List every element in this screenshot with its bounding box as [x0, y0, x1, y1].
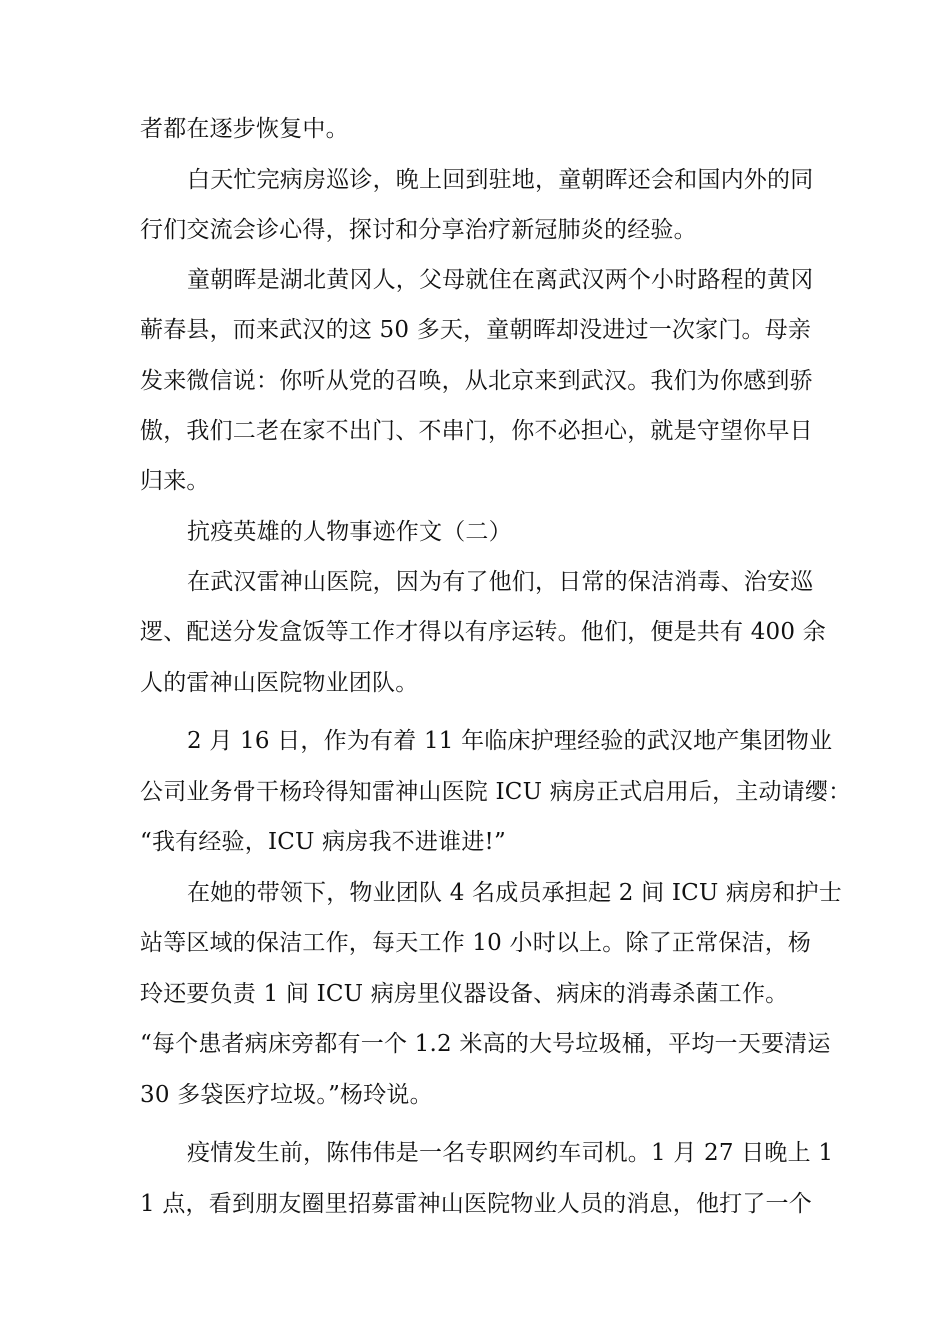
text-line: 人的雷神山医院物业团队。 — [140, 670, 419, 696]
text-line: 在她的带领下，物业团队 4 名成员承担起 2 间 ICU 病房和护士 — [187, 880, 843, 906]
text-line: 发来微信说：你听从党的召唤，从北京来到武汉。我们为你感到骄 — [140, 368, 813, 394]
text-line: 蕲春县，而来武汉的这 50 多天，童朝晖却没进过一次家门。母亲 — [140, 317, 812, 343]
text-line: 30 多袋医疗垃圾。”杨玲说。 — [140, 1082, 433, 1108]
text-line: 站等区域的保洁工作，每天工作 10 小时以上。除了正常保洁，杨 — [140, 930, 812, 956]
text-line: 童朝晖是湖北黄冈人，父母就住在离武汉两个小时路程的黄冈 — [187, 267, 814, 293]
text-line: “我有经验，ICU 病房我不进谁进!” — [140, 829, 506, 855]
text-line: 公司业务骨干杨玲得知雷神山医院 ICU 病房正式启用后，主动请缨： — [140, 779, 852, 805]
text-line: 在武汉雷神山医院，因为有了他们，日常的保洁消毒、治安巡 — [187, 569, 814, 595]
text-line: 归来。 — [140, 468, 210, 494]
text-line: 者都在逐步恢复中。 — [140, 116, 349, 142]
text-line: “每个患者病床旁都有一个 1.2 米高的大号垃圾桶，平均一天要清运 — [140, 1031, 831, 1057]
text-line: 1 点，看到朋友圈里招募雷神山医院物业人员的消息，他打了一个 — [140, 1191, 812, 1217]
text-line: 2 月 16 日，作为有着 11 年临床护理经验的武汉地产集团物业 — [187, 728, 833, 754]
text-line: 逻、配送分发盒饭等工作才得以有序运转。他们，便是共有 400 余 — [140, 619, 826, 645]
text-line: 傲，我们二老在家不出门、不串门，你不必担心，就是守望你早日 — [140, 418, 813, 444]
text-line: 行们交流会诊心得，探讨和分享治疗新冠肺炎的经验。 — [140, 217, 697, 243]
section-heading: 抗疫英雄的人物事迹作文（二） — [187, 519, 512, 545]
text-line: 疫情发生前，陈伟伟是一名专职网约车司机。1 月 27 日晚上 1 — [187, 1140, 834, 1166]
text-line: 白天忙完病房巡诊，晚上回到驻地，童朝晖还会和国内外的同 — [187, 167, 814, 193]
text-line: 玲还要负责 1 间 ICU 病房里仪器设备、病床的消毒杀菌工作。 — [140, 981, 789, 1007]
